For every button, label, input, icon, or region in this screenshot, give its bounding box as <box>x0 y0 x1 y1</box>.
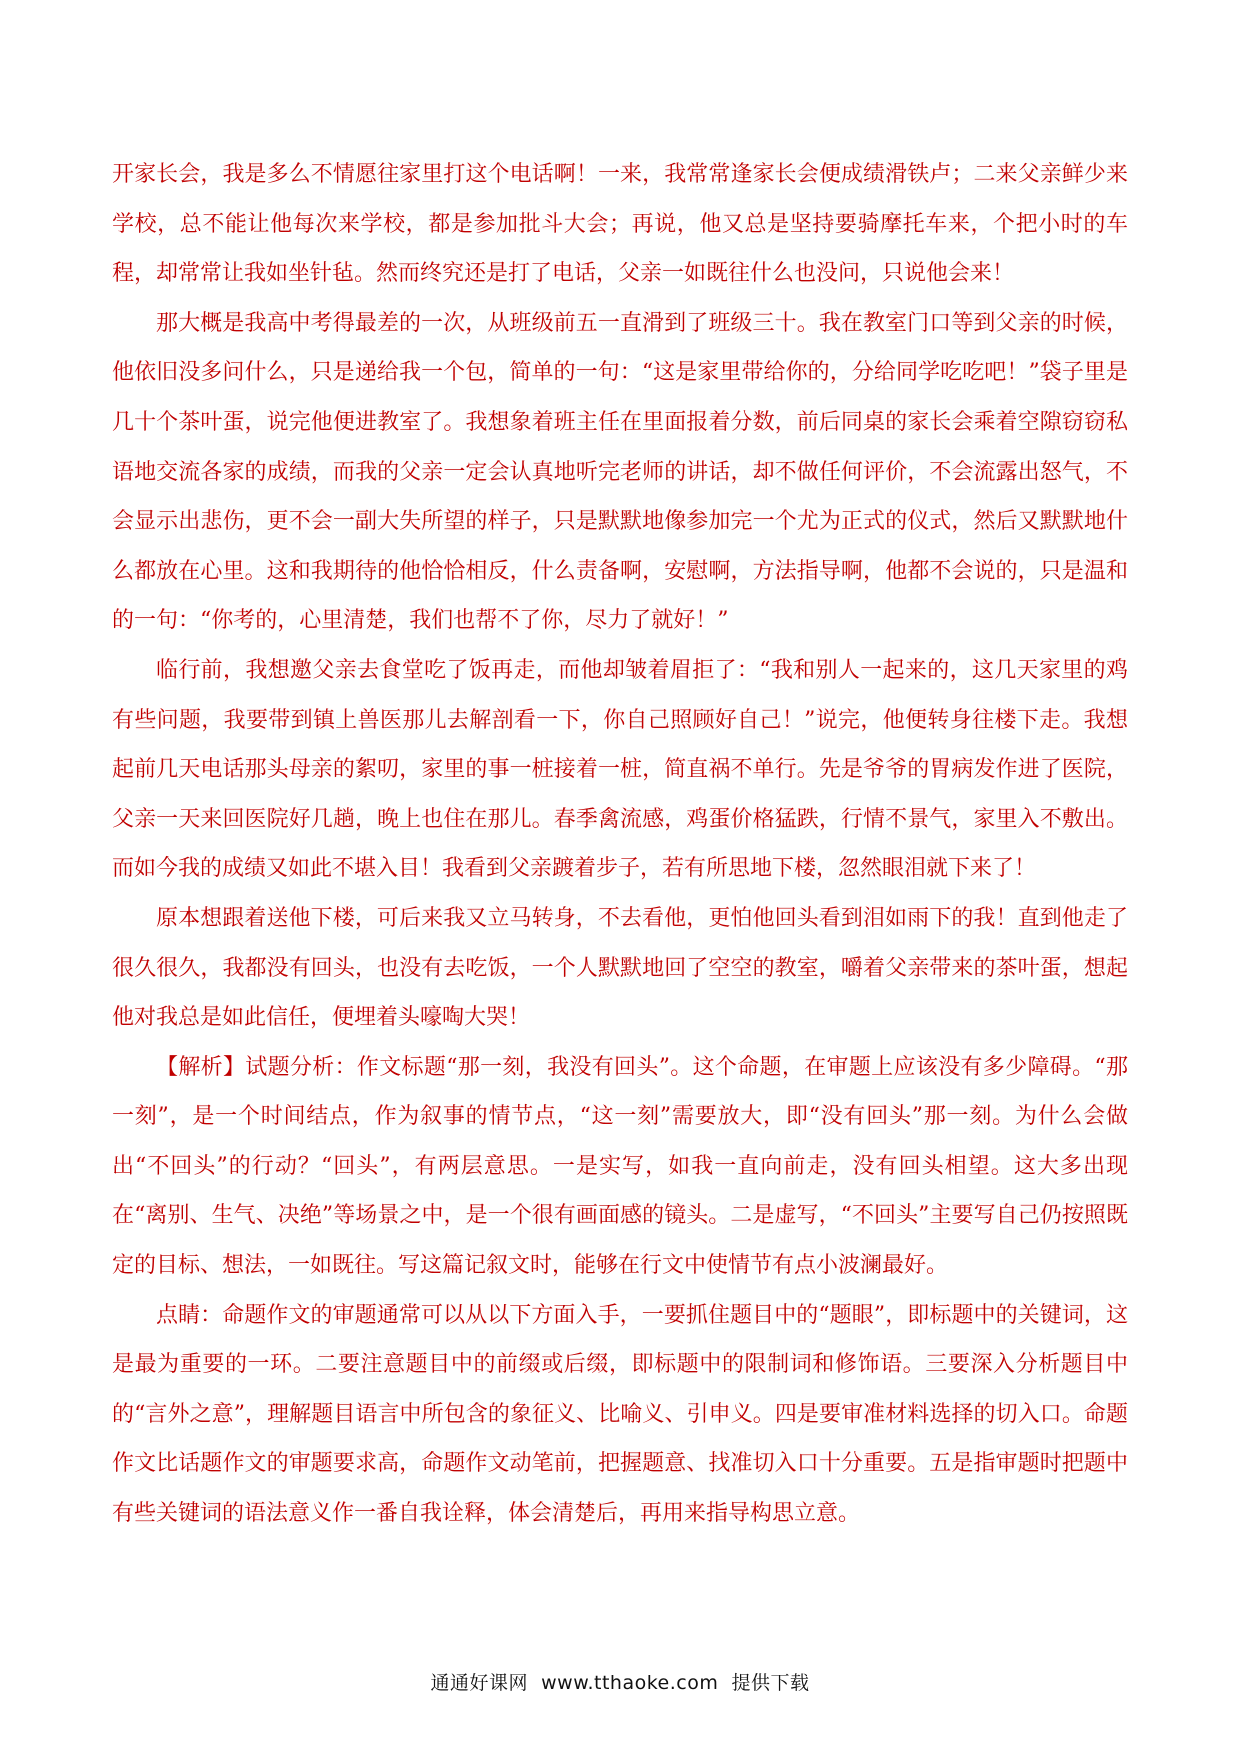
key-point-text: 点睛：命题作文的审题通常可以从以下方面入手，一要抓住题目中的“题眼”，即标题中的关键词，这是最为重要的一环。二要注意题目中的前缀或后缀，即标题中的限制词和修饰语。三要深入分析题目中的“言外之意”，理解题目语言中所包含的象征义、比喻义、引申义。四是要审准材料选择的切入口。命题作文比话题作文的审题要求高，命题作文动笔前，把握题意、找准切入口十分重要。五是指审题时把题中有些关键词的语法意义作一番自我诠释，体会清楚后，再用来指导构思立意。 <box>112 1302 1128 1527</box>
analysis-paragraph <box>112 1043 1128 1291</box>
paragraph-2 <box>112 299 1128 646</box>
analysis-tag: 【解析】 <box>156 1054 246 1080</box>
paragraph-3 <box>112 646 1128 894</box>
footer-text: 通通好课网 www.tthaoke.com 提供下载 <box>430 1672 810 1694</box>
paragraph-1 <box>112 150 1128 299</box>
document-body <box>112 150 1128 1539</box>
page-footer <box>0 1668 1240 1695</box>
paragraph-4 <box>112 894 1128 1043</box>
paragraph-1-text: 开家长会，我是多么不情愿往家里打这个电话啊！一来，我常常逢家长会便成绩滑铁卢；二来父亲鲜少来学校，总不能让他每次来学校，都是参加批斗大会；再说，他又总是坚持要骑摩托车来，个把小时的车程，却常常让我如坐针毡。然而终究还是打了电话，父亲一如既往什么也没问，只说他会来！ <box>112 162 1128 287</box>
analysis-text: 试题分析：作文标题“那一刻，我没有回头”。这个命题，在审题上应该没有多少障碍。“那一刻”，是一个时间结点，作为叙事的情节点，“这一刻”需要放大，即“没有回头”那一刻。为什么会做出“不回头”的行动？“回头”，有两层意思。一是实写，如我一直向前走，没有回头相望。这大多出现在“离别、生气、决绝”等场景之中，是一个很有画面感的镜头。二是虚写，“不回头”主要写自己仍按照既定的目标、想法，一如既往。写这篇记叙文时，能够在行文中使情节有点小波澜最好。 <box>112 1054 1128 1279</box>
paragraph-2-text: 那大概是我高中考得最差的一次，从班级前五一直滑到了班级三十。我在教室门口等到父亲的时候，他依旧没多问什么，只是递给我一个包，简单的一句：“这是家里带给你的，分给同学吃吃吧！”袋子里是几十个茶叶蛋，说完他便进教室了。我想象着班主任在里面报着分数，前后同桌的家长会乘着空隙窃窃私语地交流各家的成绩，而我的父亲一定会认真地听完老师的讲话，却不做任何评价，不会流露出怒气，不会显示出悲伤，更不会一副大失所望的样子，只是默默地像参加完一个尤为正式的仪式，然后又默默地什么都放在心里。这和我期待的他恰恰相反，什么责备啊，安慰啊，方法指导啊，他都不会说的，只是温和的一句：“你考的，心里清楚，我们也帮不了你，尽力了就好！” <box>112 310 1128 634</box>
paragraph-3-text: 临行前，我想邀父亲去食堂吃了饭再走，而他却皱着眉拒了：“我和别人一起来的，这几天家里的鸡有些问题，我要带到镇上兽医那儿去解剖看一下，你自己照顾好自己！”说完，他便转身往楼下走。我想起前几天电话那头母亲的絮叨，家里的事一桩接着一桩，简直祸不单行。先是爷爷的胃病发作进了医院，父亲一天来回医院好几趟，晚上也住在那儿。春季禽流感，鸡蛋价格猛跌，行情不景气，家里入不敷出。而如今我的成绩又如此不堪入目！我看到父亲踱着步子，若有所思地下楼，忽然眼泪就下来了！ <box>112 657 1128 882</box>
key-point-paragraph <box>112 1291 1128 1539</box>
paragraph-4-text: 原本想跟着送他下楼，可后来我又立马转身，不去看他，更怕他回头看到泪如雨下的我！直到他走了很久很久，我都没有回头，也没有去吃饭，一个人默默地回了空空的教室，嚼着父亲带来的茶叶蛋，想起他对我总是如此信任，便埋着头嚎啕大哭！ <box>112 905 1128 1031</box>
